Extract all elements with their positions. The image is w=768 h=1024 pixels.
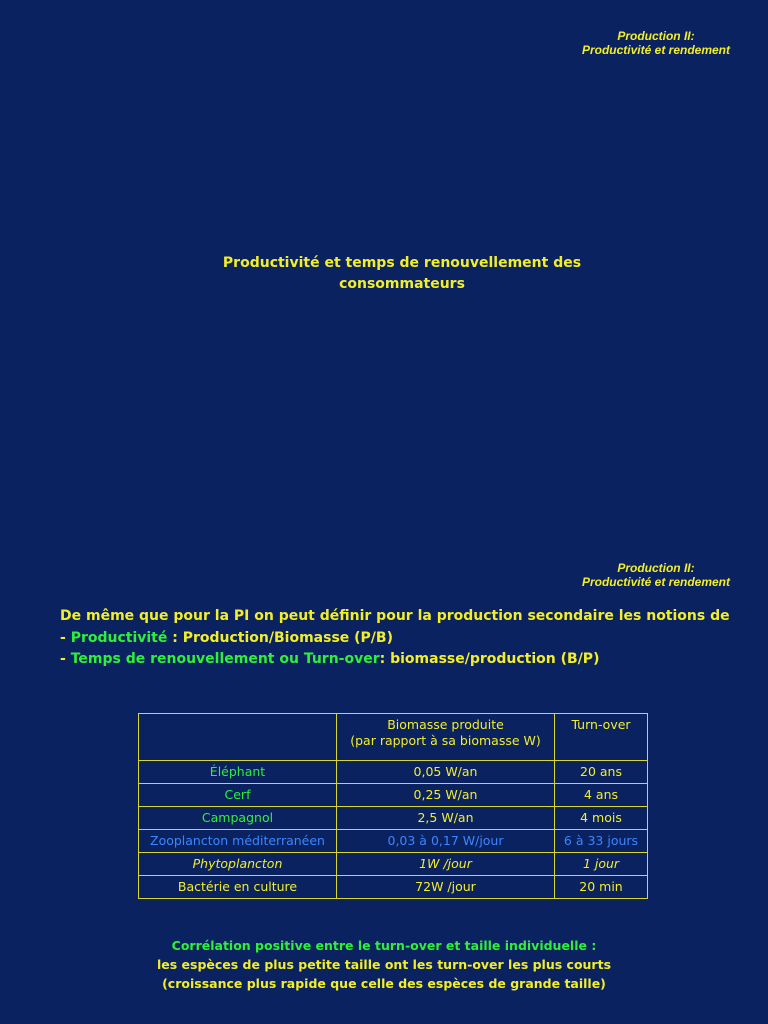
intro-line3-rest: : biomasse/production (B/P) xyxy=(379,651,600,667)
slide1-header xyxy=(582,29,730,57)
slide2-header xyxy=(582,561,730,589)
table-cell-organism: Phytoplancton xyxy=(139,853,337,876)
table-cell-turnover: 20 min xyxy=(555,876,648,899)
table-cell-turnover: 1 jour xyxy=(555,853,648,876)
table-cell-biomass: 2,5 W/an xyxy=(337,807,555,830)
table-cell-organism: Campagnol xyxy=(139,807,337,830)
table-cell-biomass: 1W /jour xyxy=(337,853,555,876)
table-cell-turnover: 6 à 33 jours xyxy=(555,830,648,853)
table-header-biomass-line1: Biomasse produite xyxy=(387,717,504,732)
conclusion-line1: Corrélation positive entre le turn-over et taille individuelle : xyxy=(171,938,597,953)
slide1-title-line1: Productivité et temps de renouvellement des xyxy=(222,255,582,271)
table-cell-biomass: 0,03 à 0,17 W/jour xyxy=(337,830,555,853)
slide2-conclusion xyxy=(0,936,768,993)
table-row xyxy=(139,876,648,899)
table-row xyxy=(139,853,648,876)
slide2-header-line1: Production II: xyxy=(617,561,695,575)
table-cell-organism: Éléphant xyxy=(139,761,337,784)
table-cell-biomass: 0,25 W/an xyxy=(337,784,555,807)
table-row xyxy=(139,830,648,853)
intro-term-turnover: Temps de renouvellement ou Turn-over xyxy=(70,651,380,667)
table-header-turnover: Turn-over xyxy=(555,714,648,761)
intro-line2-rest: : Production/Biomasse (P/B) xyxy=(167,629,393,646)
intro-line3 xyxy=(60,649,730,671)
table-header-blank xyxy=(139,714,337,761)
conclusion-line3: (croissance plus rapide que celle des espèces de grande taille) xyxy=(162,976,606,991)
slide1-title xyxy=(0,253,768,295)
intro-line1: De même que pour la PI on peut définir pour la production secondaire les notions de xyxy=(60,608,730,624)
intro-term-productivite: Productivité xyxy=(70,629,168,646)
intro-line2 xyxy=(60,628,730,650)
slide1-header-line1: Production II: xyxy=(617,29,695,43)
slide2-header-line2: Productivité et rendement xyxy=(581,575,730,589)
slide2-intro xyxy=(60,606,730,671)
turnover-table xyxy=(138,713,648,899)
table-header-biomass xyxy=(337,714,555,761)
table-header-biomass-line2: (par rapport à sa biomasse W) xyxy=(350,733,541,748)
slide1-header-line2: Productivité et rendement xyxy=(581,43,730,57)
table-cell-organism: Cerf xyxy=(139,784,337,807)
intro-line2-prefix: - xyxy=(60,629,71,646)
intro-line3-prefix: - xyxy=(60,651,71,667)
table-cell-turnover: 20 ans xyxy=(555,761,648,784)
table-cell-organism: Zooplancton méditerranéen xyxy=(139,830,337,853)
table-row xyxy=(139,807,648,830)
table-cell-organism: Bactérie en culture xyxy=(139,876,337,899)
table-row xyxy=(139,761,648,784)
table-cell-turnover: 4 ans xyxy=(555,784,648,807)
conclusion-line2: les espèces de plus petite taille ont les turn-over les plus courts xyxy=(156,957,612,972)
table-cell-biomass: 72W /jour xyxy=(337,876,555,899)
table-row xyxy=(139,784,648,807)
slide1-title-line2: consommateurs xyxy=(339,276,465,292)
table-cell-turnover: 4 mois xyxy=(555,807,648,830)
table-header-row xyxy=(139,714,648,761)
table-cell-biomass: 0,05 W/an xyxy=(337,761,555,784)
